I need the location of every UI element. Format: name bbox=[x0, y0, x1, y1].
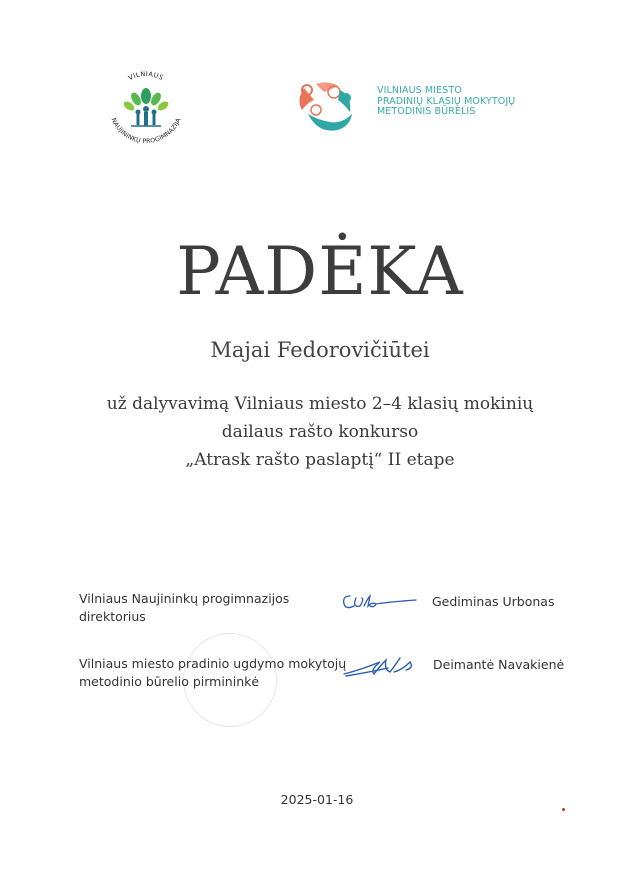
certificate-title: PADĖKA bbox=[176, 233, 464, 310]
issue-date: 2025-01-16 bbox=[280, 792, 354, 807]
red-mark bbox=[562, 808, 565, 811]
signatory-role-line: Vilniaus Naujininkų progimnazijos bbox=[79, 591, 290, 606]
svg-text:VILNIAUS bbox=[127, 70, 165, 82]
logo-top-text: VILNIAUS bbox=[127, 69, 165, 83]
signatory-role-line: direktorius bbox=[79, 609, 146, 624]
signatory-role bbox=[79, 655, 346, 691]
signatory-role-line: metodinio būrelio pirmininkė bbox=[79, 674, 260, 689]
naujininku-progimnazija-logo bbox=[103, 66, 189, 152]
logo-text-line: VILNIAUS MIESTO bbox=[377, 85, 462, 96]
handwritten-signature bbox=[340, 652, 420, 680]
body-text-line: už dalyvavimą Vilniaus miesto 2–4 klasių mokinių bbox=[106, 394, 534, 414]
recipient-name: Majai Fedorovičiūtei bbox=[210, 338, 430, 362]
handwritten-signature bbox=[338, 588, 418, 614]
metodinis-burelis-logo-text bbox=[377, 86, 515, 118]
body-text-line: „Atrask rašto paslaptį“ II etape bbox=[185, 450, 455, 470]
signatory-name: Deimantė Navakienė bbox=[433, 657, 565, 672]
signatory-role-line: Vilniaus miesto pradinio ugdymo mokytojų bbox=[79, 656, 347, 671]
signatory-name: Gediminas Urbonas bbox=[432, 594, 555, 609]
tree-figures-icon bbox=[122, 88, 170, 126]
logo-bottom-text: NAUJININKŲ PROGIMNAZIJA bbox=[109, 117, 183, 146]
signatory-role bbox=[79, 590, 289, 626]
metodinis-burelis-logo bbox=[294, 78, 362, 138]
logo-text-line: METODINIS BŪRELIS bbox=[377, 106, 476, 117]
body-text-line: dailaus rašto konkurso bbox=[221, 422, 419, 442]
logo-text-line: PRADINIŲ KLASIŲ MOKYTOJŲ bbox=[377, 95, 516, 107]
hands-circle-icon bbox=[299, 82, 352, 130]
